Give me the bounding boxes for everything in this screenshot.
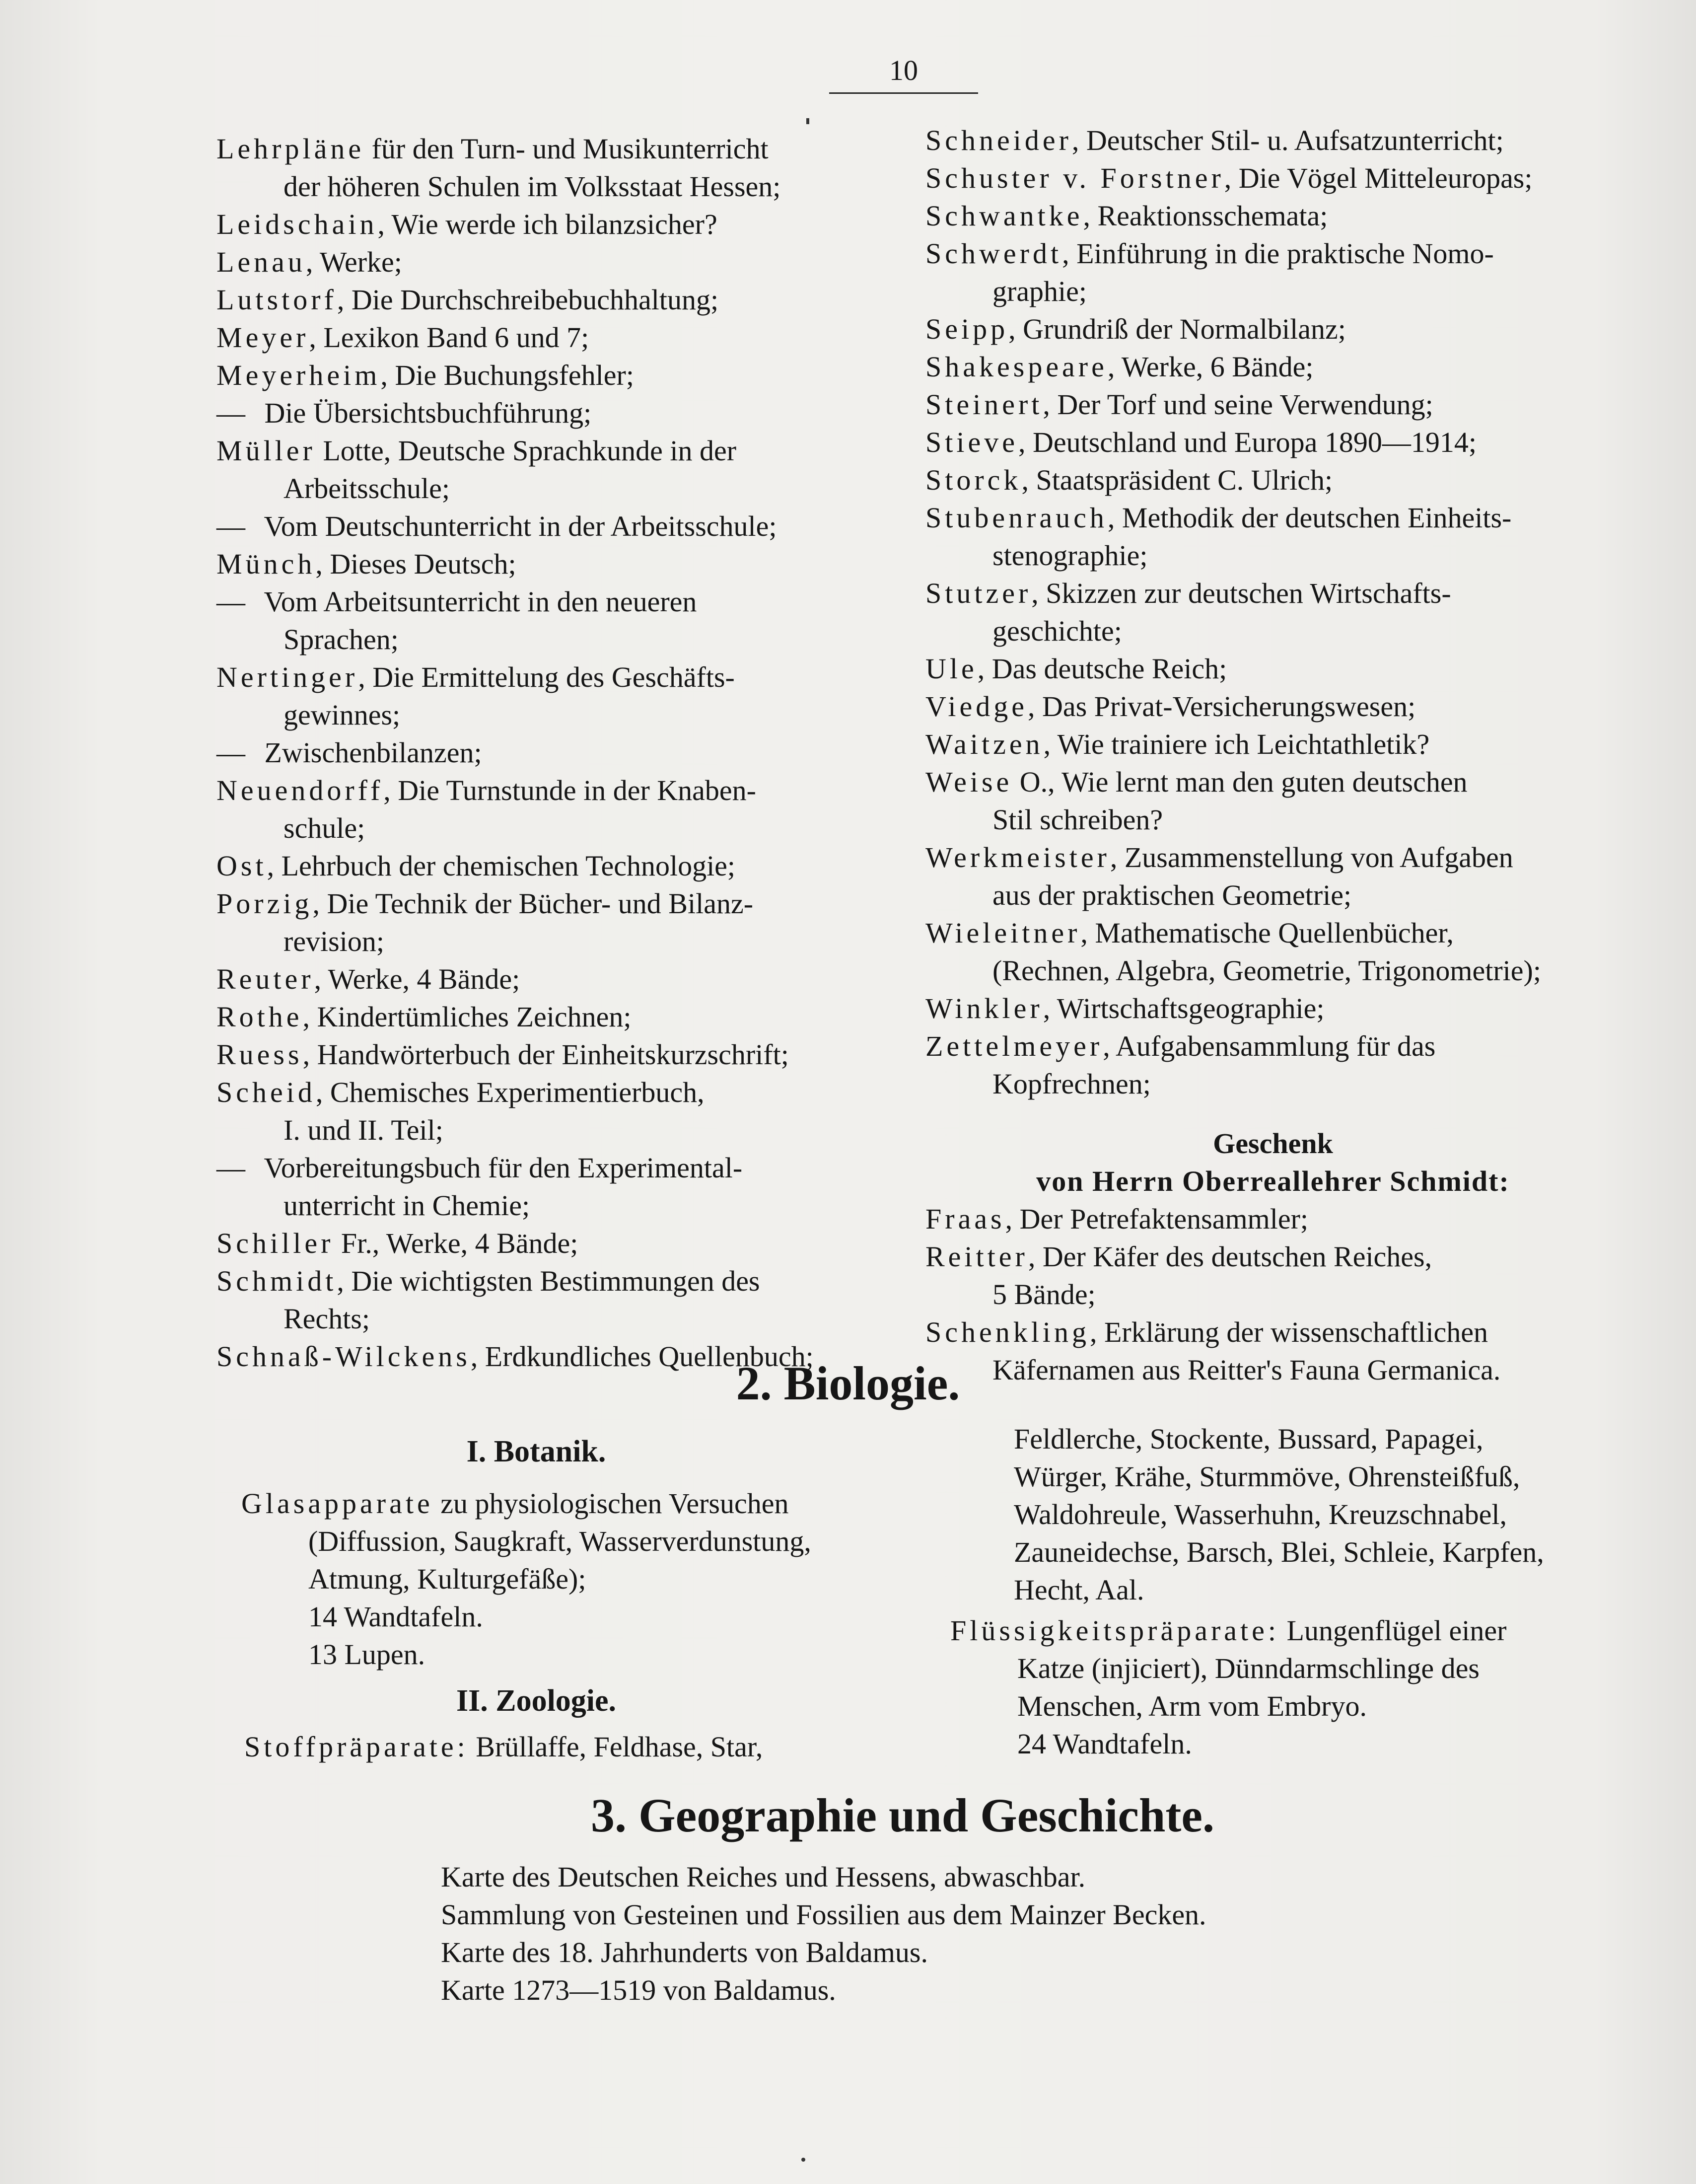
book-entry bbox=[216, 319, 917, 357]
entry-title: , Zusammenstellung von Aufgaben bbox=[1110, 841, 1513, 874]
author-name: Meyerheim bbox=[216, 359, 381, 391]
entry-continuation: schule; bbox=[283, 812, 365, 844]
author-name: Fraas bbox=[925, 1203, 1005, 1235]
entry-title: O., Wie lernt man den guten deutschen bbox=[1012, 766, 1468, 798]
geographie-line: Karte des 18. Jahrhunderts von Baldamus. bbox=[441, 1936, 928, 1968]
ink-mark bbox=[806, 118, 809, 124]
entry-title: für den Turn- und Musikunterricht bbox=[364, 133, 769, 165]
entry-continuation: der höheren Schulen im Volksstaat Hessen; bbox=[283, 170, 781, 203]
book-entry bbox=[216, 1036, 917, 1074]
entry-continuation: graphie; bbox=[992, 275, 1087, 307]
author-name: — bbox=[216, 510, 245, 542]
header-rule bbox=[829, 92, 978, 94]
book-entry bbox=[925, 348, 1621, 386]
author-name: Schiller bbox=[216, 1227, 334, 1259]
book-entry bbox=[216, 1262, 917, 1300]
botanik-line: Glasapparate zu physiologischen Versuchen bbox=[241, 1487, 789, 1520]
book-entry bbox=[216, 734, 917, 772]
author-name: Ost bbox=[216, 850, 267, 882]
entry-title: , Chemisches Experimentierbuch, bbox=[315, 1076, 705, 1108]
entry-title: Vom Deutschunterricht in der Arbeitsschule; bbox=[257, 510, 777, 542]
author-name: Shakespeare bbox=[925, 351, 1108, 383]
author-name: Münch bbox=[216, 548, 316, 580]
book-entry bbox=[925, 499, 1621, 537]
book-entry bbox=[925, 310, 1621, 348]
zoologie-line: Zauneidechse, Barsch, Blei, Schleie, Karpfen, bbox=[1014, 1536, 1544, 1568]
book-entry bbox=[216, 545, 917, 583]
entry-continuation: Sprachen; bbox=[283, 623, 399, 655]
fluid-line: Menschen, Arm vom Embryo. bbox=[1017, 1690, 1367, 1722]
zoologie-line: Hecht, Aal. bbox=[1014, 1574, 1144, 1606]
geographie-line: Karte 1273—1519 von Baldamus. bbox=[441, 1974, 836, 2006]
entry-title: , Mathematische Quellenbücher, bbox=[1080, 917, 1454, 949]
author-name: Ruess bbox=[216, 1038, 303, 1071]
author-name: — bbox=[216, 585, 245, 618]
entry-title: , Der Käfer des deutschen Reiches, bbox=[1028, 1240, 1432, 1273]
right-entries bbox=[925, 122, 1621, 1103]
entry-title: Die Übersichtsbuchführung; bbox=[257, 397, 592, 429]
author-name: Leidschain bbox=[216, 208, 378, 240]
book-entry bbox=[925, 763, 1621, 801]
author-name: Wieleitner bbox=[925, 917, 1081, 949]
zoologie-title: II. Zoologie. bbox=[456, 1684, 617, 1718]
author-name: Schwantke bbox=[925, 200, 1083, 232]
entry-continuation: geschichte; bbox=[992, 615, 1122, 647]
author-name: Zettelmeyer bbox=[925, 1030, 1103, 1062]
book-entry bbox=[925, 122, 1621, 159]
zoologie-line: Stoffpräparate: Brüllaffe, Feldhase, Star, bbox=[244, 1731, 763, 1763]
book-entry bbox=[925, 197, 1621, 235]
author-name: — bbox=[216, 736, 245, 769]
author-name: Schneider bbox=[925, 124, 1072, 156]
fluid-block bbox=[950, 1612, 1645, 1763]
entry-title: , Die Durchschreibebuchhaltung; bbox=[337, 284, 719, 316]
author-name: Rothe bbox=[216, 1001, 303, 1033]
book-entry bbox=[216, 1225, 917, 1262]
entry-title: Lotte, Deutsche Sprachkunde in der bbox=[315, 435, 737, 467]
book-entry bbox=[216, 847, 917, 885]
book-entry bbox=[216, 357, 917, 394]
entry-title: , Wie werde ich bilanzsicher? bbox=[377, 208, 717, 240]
entry-title: , Werke, 4 Bände; bbox=[314, 963, 520, 995]
entry-title: , Grundriß der Normalbilanz; bbox=[1008, 313, 1346, 345]
botanik-title: I. Botanik. bbox=[466, 1435, 606, 1468]
entry-title: Fr., Werke, 4 Bände; bbox=[334, 1227, 578, 1259]
entry-title: , Einführung in die praktische Nomo- bbox=[1062, 237, 1494, 270]
book-entry bbox=[925, 159, 1621, 197]
book-entry bbox=[925, 726, 1621, 763]
entry-title: , Die Vögel Mitteleuropas; bbox=[1224, 162, 1533, 194]
entry-title: , Die wichtigsten Bestimmungen des bbox=[337, 1265, 760, 1297]
entry-title: , Die Turnstunde in der Knaben- bbox=[383, 774, 756, 806]
entry-title: , Wirtschaftsgeographie; bbox=[1043, 992, 1325, 1024]
entry-title: , Reaktionsschemata; bbox=[1083, 200, 1328, 232]
book-entry bbox=[925, 235, 1621, 273]
author-name: — bbox=[216, 1152, 245, 1184]
book-entry bbox=[216, 583, 917, 621]
entry-continuation: revision; bbox=[283, 925, 384, 957]
book-entry bbox=[216, 206, 917, 243]
author-name: Neuendorff bbox=[216, 774, 384, 806]
entry-title: , Erklärung der wissenschaftlichen bbox=[1089, 1316, 1488, 1348]
book-entry bbox=[925, 461, 1621, 499]
zoologie-line: Feldlerche, Stockente, Bussard, Papagei, bbox=[1014, 1423, 1484, 1455]
book-entry bbox=[216, 1074, 917, 1111]
zoologie-line: Würger, Krähe, Sturmmöve, Ohrensteißfuß, bbox=[1014, 1460, 1520, 1493]
entry-title: , Deutschland und Europa 1890—1914; bbox=[1018, 426, 1477, 458]
author-name: Lutstorf bbox=[216, 284, 337, 316]
book-entry bbox=[216, 394, 917, 432]
book-entry bbox=[216, 998, 917, 1036]
author-name: Stubenrauch bbox=[925, 502, 1108, 534]
entry-title: , Lexikon Band 6 und 7; bbox=[309, 321, 589, 354]
entry-continuation: gewinnes; bbox=[283, 699, 401, 731]
book-entry bbox=[925, 650, 1621, 688]
entry-title: , Deutscher Stil- u. Aufsatzunterricht; bbox=[1071, 124, 1504, 156]
fluid-line: 24 Wandtafeln. bbox=[1017, 1728, 1192, 1760]
book-entry bbox=[925, 990, 1621, 1027]
author-name: Winkler bbox=[925, 992, 1043, 1024]
entry-title: Vom Arbeitsunterricht in den neueren bbox=[257, 585, 697, 618]
author-name: Viedge bbox=[925, 690, 1028, 723]
entry-title: , Werke, 6 Bände; bbox=[1107, 351, 1314, 383]
left-column-booklist bbox=[216, 130, 917, 1376]
book-entry bbox=[216, 508, 917, 545]
page-number: 10 bbox=[889, 54, 918, 86]
author-name: Schwerdt bbox=[925, 237, 1062, 270]
geographie-title: 3. Geographie und Geschichte. bbox=[590, 1789, 1214, 1842]
entry-continuation: aus der praktischen Geometrie; bbox=[992, 879, 1352, 911]
book-entry bbox=[925, 1313, 1621, 1351]
author-name: Waitzen bbox=[925, 728, 1044, 760]
gift-subtitle: von Herrn Oberreallehrer Schmidt: bbox=[1036, 1165, 1510, 1197]
gift-title: Geschenk bbox=[1213, 1127, 1333, 1160]
entry-continuation: I. und II. Teil; bbox=[283, 1114, 443, 1146]
entry-title: , Die Technik der Bücher- und Bilanz- bbox=[312, 887, 754, 920]
author-name: Nertinger bbox=[216, 661, 358, 693]
entry-title: , Die Buchungsfehler; bbox=[380, 359, 634, 391]
entry-title: Vorbereitungsbuch für den Experimental- bbox=[257, 1152, 743, 1184]
book-entry bbox=[925, 1027, 1621, 1065]
book-entry bbox=[925, 1238, 1621, 1276]
book-entry bbox=[925, 424, 1621, 461]
author-name: — bbox=[216, 397, 245, 429]
book-entry bbox=[216, 960, 917, 998]
book-entry bbox=[216, 432, 917, 470]
entry-continuation: Rechts; bbox=[283, 1303, 370, 1335]
entry-title: , Lehrbuch der chemischen Technologie; bbox=[267, 850, 736, 882]
botanik-line: 14 Wandtafeln. bbox=[308, 1601, 483, 1633]
author-name: Schmidt bbox=[216, 1265, 337, 1297]
entry-title: , Erdkundliches Quellenbuch; bbox=[470, 1340, 814, 1373]
author-name: Storck bbox=[925, 464, 1022, 496]
author-name: Stieve bbox=[925, 426, 1018, 458]
fluid-line: Flüssigkeitspräparate: Lungenflügel einer bbox=[950, 1614, 1507, 1647]
entry-title: , Staatspräsident C. Ulrich; bbox=[1021, 464, 1333, 496]
book-entry bbox=[925, 914, 1621, 952]
botanik-line: (Diffussion, Saugkraft, Wasserverdunstung, bbox=[308, 1525, 811, 1557]
book-entry bbox=[216, 1149, 917, 1187]
book-entry bbox=[925, 575, 1621, 612]
entry-title: , Methodik der deutschen Einheits- bbox=[1107, 502, 1512, 534]
botanik-block bbox=[241, 1485, 936, 1674]
book-entry bbox=[216, 130, 917, 168]
entry-title: , Der Torf und seine Verwendung; bbox=[1043, 388, 1433, 421]
book-entry bbox=[925, 688, 1621, 726]
author-name: Werkmeister bbox=[925, 841, 1110, 874]
zoologie-line: Waldohreule, Wasserhuhn, Kreuzschnabel, bbox=[1014, 1498, 1507, 1530]
author-name: Reitter bbox=[925, 1240, 1028, 1273]
book-entry bbox=[216, 658, 917, 696]
botanik-line: 13 Lupen. bbox=[308, 1638, 425, 1671]
author-name: Müller bbox=[216, 435, 316, 467]
entry-title: , Dieses Deutsch; bbox=[315, 548, 516, 580]
book-entry bbox=[216, 243, 917, 281]
author-name: Scheid bbox=[216, 1076, 316, 1108]
author-name: Schuster v. Forstner bbox=[925, 162, 1224, 194]
entry-title: , Aufgabensammlung für das bbox=[1103, 1030, 1436, 1062]
book-entry bbox=[925, 839, 1621, 876]
author-name: Porzig bbox=[216, 887, 313, 920]
author-name: Stutzer bbox=[925, 577, 1032, 609]
geographie-line: Sammlung von Gesteinen und Fossilien aus dem Mainzer Becken. bbox=[441, 1898, 1206, 1931]
entry-title: Zwischenbilanzen; bbox=[257, 736, 482, 769]
entry-continuation: Käfernamen aus Reitter's Fauna Germanica. bbox=[992, 1354, 1501, 1386]
author-name: Lenau bbox=[216, 246, 306, 278]
fluid-line: Katze (injiciert), Dünndarmschlinge des bbox=[1017, 1652, 1480, 1684]
entry-title: , Die Ermittelung des Geschäfts- bbox=[358, 661, 735, 693]
book-entry bbox=[216, 885, 917, 923]
entry-title: , Kindertümliches Zeichnen; bbox=[302, 1001, 632, 1033]
entry-continuation: Arbeitsschule; bbox=[283, 472, 450, 505]
entry-title: , Wie trainiere ich Leichtathletik? bbox=[1043, 728, 1430, 760]
entry-title: , Der Petrefaktensammler; bbox=[1005, 1203, 1308, 1235]
author-name: Ule bbox=[925, 653, 978, 685]
book-entry bbox=[216, 772, 917, 809]
book-entry bbox=[925, 1200, 1621, 1238]
book-entry bbox=[925, 386, 1621, 424]
biologie-title: 2. Biologie. bbox=[736, 1357, 960, 1410]
author-name: Meyer bbox=[216, 321, 309, 354]
author-name: Schnaß-Wilckens bbox=[216, 1340, 471, 1373]
entry-continuation: (Rechnen, Algebra, Geometrie, Trigonometrie); bbox=[992, 954, 1541, 987]
entry-continuation: stenographie; bbox=[992, 539, 1148, 572]
entry-title: , Werke; bbox=[305, 246, 402, 278]
entry-continuation: 5 Bände; bbox=[992, 1278, 1096, 1310]
entry-title: , Skizzen zur deutschen Wirtschafts- bbox=[1031, 577, 1451, 609]
author-name: Schenkling bbox=[925, 1316, 1090, 1348]
ink-mark bbox=[801, 2158, 805, 2162]
entry-title: , Das Privat-Versicherungswesen; bbox=[1028, 690, 1416, 723]
gift-entries bbox=[925, 1200, 1621, 1389]
author-name: Seipp bbox=[925, 313, 1009, 345]
entry-continuation: Stil schreiben? bbox=[992, 803, 1163, 836]
entry-title: , Handwörterbuch der Einheitskurzschrift; bbox=[302, 1038, 789, 1071]
author-name: Reuter bbox=[216, 963, 314, 995]
botanik-line: Atmung, Kulturgefäße); bbox=[308, 1563, 586, 1595]
author-name: Lehrpläne bbox=[216, 133, 365, 165]
author-name: Weise bbox=[925, 766, 1013, 798]
entry-continuation: Kopfrechnen; bbox=[992, 1068, 1151, 1100]
geographie-line: Karte des Deutschen Reiches und Hessens, abwaschbar. bbox=[441, 1861, 1086, 1893]
geographie-block bbox=[441, 1858, 1434, 2009]
right-column-booklist bbox=[925, 122, 1621, 1389]
zoologie-continuation bbox=[1014, 1420, 1629, 1609]
book-entry bbox=[216, 281, 917, 319]
entry-continuation: unterricht in Chemie; bbox=[283, 1189, 530, 1222]
author-name: Steinert bbox=[925, 388, 1043, 421]
zoologie-lead bbox=[244, 1728, 939, 1766]
entry-title: , Das deutsche Reich; bbox=[977, 653, 1227, 685]
